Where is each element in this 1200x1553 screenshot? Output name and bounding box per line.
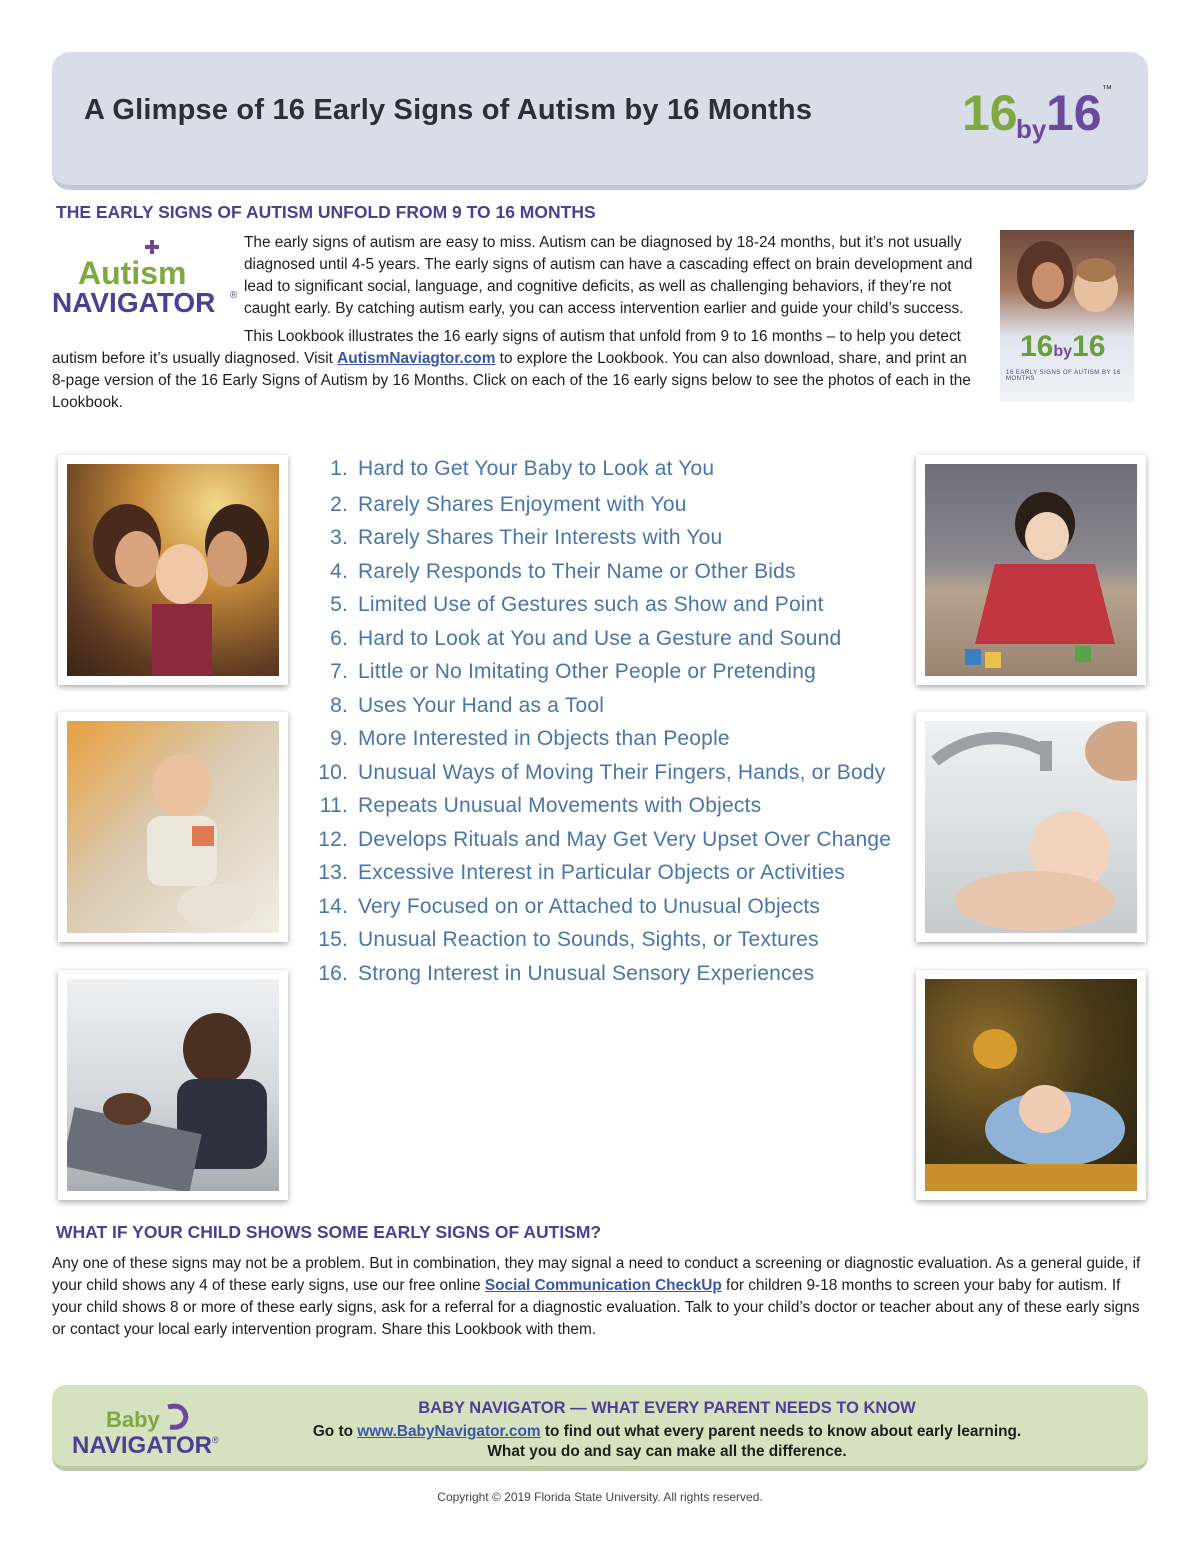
sign-item-2[interactable] <box>310 492 910 518</box>
sign-number: 8. <box>330 693 348 717</box>
svg-text:®: ® <box>212 1435 219 1445</box>
photo-parents-kissing-baby[interactable] <box>58 455 288 685</box>
section-heading-what-if: WHAT IF YOUR CHILD SHOWS SOME EARLY SIGNS OF AUTISM? <box>56 1222 602 1242</box>
sign-item-16[interactable] <box>310 961 910 987</box>
sign-text: Rarely Shares Enjoyment with You <box>358 492 687 516</box>
sign-text: Unusual Reaction to Sounds, Sights, or Textures <box>358 928 819 951</box>
sign-number: 11. <box>319 794 348 817</box>
sign-item-11[interactable] <box>310 793 910 819</box>
sign-item-3[interactable] <box>310 525 910 551</box>
brand-16-right: 16 <box>1046 85 1102 141</box>
early-signs-list <box>310 456 910 986</box>
sign-text: Develops Rituals and May Get Very Upset Over Change <box>358 827 892 851</box>
copyright: Copyright © 2019 Florida State University. All rights reserved. <box>437 1490 763 1504</box>
sign-number: 4. <box>330 559 348 583</box>
svg-text:Baby: Baby <box>106 1407 160 1432</box>
sign-item-12[interactable] <box>310 827 910 853</box>
16by16-logo <box>962 72 1112 152</box>
photo-baby-with-tablet[interactable] <box>58 970 288 1200</box>
autism-navigator-link[interactable]: AutismNaviagtor.com <box>337 350 496 367</box>
logo-navigator-word: NAVIGATOR <box>52 287 216 318</box>
sign-text: Uses Your Hand as a Tool <box>358 693 605 717</box>
sign-number: 6. <box>330 626 348 650</box>
what-if-paragraph: Any one of these signs may not be a problem. But in combination, they may signal a need to conduct a screening or diagnostic evaluation. As a general guide, if your child shows any 4 of these early signs, use our free online Social Communication CheckUp for children 9-18 months to screen your baby for autism. If your child shows 8 or more of these early signs, ask for a referral for a diagnostic evaluation. Talk to your child’s doctor or teacher about any of these early signs or contact your local early intervention program. Share this Lookbook with them. <box>52 1255 1141 1338</box>
autism-navigator-logo <box>52 232 244 328</box>
sign-number: 1. <box>330 457 348 480</box>
svg-text:NAVIGATOR: NAVIGATOR <box>72 1432 213 1459</box>
sign-text: Rarely Responds to Their Name or Other Bids <box>358 559 796 583</box>
sign-number: 14. <box>318 894 348 918</box>
lookbook-title: 16by16 <box>1020 330 1106 363</box>
svg-text:®: ® <box>230 290 238 301</box>
lookbook-subtitle: 16 EARLY SIGNS OF AUTISM BY 16 MONTHS <box>1006 370 1121 382</box>
brand-tm: ™ <box>1102 84 1112 95</box>
sign-number: 2. <box>330 492 348 516</box>
sign-item-8[interactable] <box>310 693 910 719</box>
sign-item-4[interactable] <box>310 559 910 585</box>
sign-text: Limited Use of Gestures such as Show and Point <box>358 593 824 616</box>
sign-item-13[interactable] <box>310 860 910 886</box>
page-title: A Glimpse of 16 Early Signs of Autism by 16 Months <box>84 94 813 126</box>
header-banner <box>52 52 1148 190</box>
baby-navigator-footer-band <box>52 1385 1148 1471</box>
sign-text: Hard to Look at You and Use a Gesture and Sound <box>358 626 842 650</box>
sign-text: Very Focused on or Attached to Unusual Objects <box>358 894 821 918</box>
sign-item-9[interactable] <box>310 726 910 752</box>
sign-text: Unusual Ways of Moving Their Fingers, Hands, or Body <box>358 760 886 784</box>
footer-heading: BABY NAVIGATOR — WHAT EVERY PARENT NEEDS TO KNOW <box>418 1399 916 1417</box>
sign-number: 13. <box>318 861 348 884</box>
photo-baby-girl-with-blocks[interactable] <box>916 455 1146 685</box>
footer-body: Go to www.BabyNavigator.com to find out what every parent needs to know about early learning. What you do and say can make all the difference. <box>312 1423 1022 1460</box>
sign-text: Strong Interest in Unusual Sensory Experiences <box>358 961 815 985</box>
sign-item-1[interactable] <box>310 456 910 482</box>
sign-text: More Interested in Objects than People <box>358 727 730 750</box>
sign-item-10[interactable] <box>310 760 910 786</box>
sign-number: 15. <box>318 928 348 951</box>
baby-navigator-logo <box>72 1399 222 1459</box>
intro-text <box>52 232 982 420</box>
sign-number: 3. <box>330 526 348 549</box>
brand-by: by <box>1016 114 1047 144</box>
sign-text: Little or No Imitating Other People or Pretending <box>358 660 817 683</box>
sign-item-7[interactable] <box>310 659 910 685</box>
photo-baby-at-faucet[interactable] <box>916 712 1146 942</box>
intro-paragraph-1: Autism NAVIGATOR ® The early signs of autism are easy to miss. Autism can be diagnosed by 18-24 months, but it’s not usually diagnosed until 4-5 years. The early signs of autism can have a cascading effect on brain development and lead to significant social, language, and cognitive deficits, as well as challenging behaviors, if they’re not caught early. By catching autism early, you can access intervention earlier and guide your child’s success. <box>52 232 982 320</box>
section-heading-early-signs: THE EARLY SIGNS OF AUTISM UNFOLD FROM 9 TO 16 MONTHS <box>56 202 596 222</box>
photo-baby-with-block[interactable] <box>58 712 288 942</box>
sign-item-15[interactable] <box>310 927 910 953</box>
sign-item-5[interactable] <box>310 592 910 618</box>
sign-text: Repeats Unusual Movements with Objects <box>358 794 762 817</box>
social-communication-checkup-link[interactable]: Social Communication CheckUp <box>484 1277 722 1294</box>
intro-paragraph-2: This Lookbook illustrates the 16 early signs of autism that unfold from 9 to 16 months – to help you detect autism before it’s usually diagnosed. Visit AutismNaviagtor.com to explore the Lookbook. You can also download, share, and print an 8-page version of the 16 Early Signs of Autism by 16 Months. Click on each of the 16 early signs below to see the photos of each in the Lookbook. <box>52 328 971 411</box>
sign-number: 16. <box>318 961 348 985</box>
sign-number: 12. <box>318 827 348 851</box>
sign-number: 10. <box>318 760 348 784</box>
lookbook-cover-image[interactable] <box>1000 230 1134 402</box>
sign-number: 7. <box>330 660 348 683</box>
sign-number: 9. <box>330 727 348 750</box>
sign-item-14[interactable] <box>310 894 910 920</box>
sign-text: Excessive Interest in Particular Objects or Activities <box>358 861 845 884</box>
sign-text: Hard to Get Your Baby to Look at You <box>358 457 715 480</box>
logo-autism-word: Autism <box>78 255 187 291</box>
sign-number: 5. <box>330 593 348 616</box>
brand-16-left: 16 <box>962 85 1018 141</box>
photo-baby-with-leaf[interactable] <box>916 970 1146 1200</box>
baby-navigator-link[interactable]: www.BabyNavigator.com <box>357 1423 541 1440</box>
sign-item-6[interactable] <box>310 626 910 652</box>
logo-swirl-icon <box>168 1406 186 1427</box>
sign-text: Rarely Shares Their Interests with You <box>358 526 723 549</box>
